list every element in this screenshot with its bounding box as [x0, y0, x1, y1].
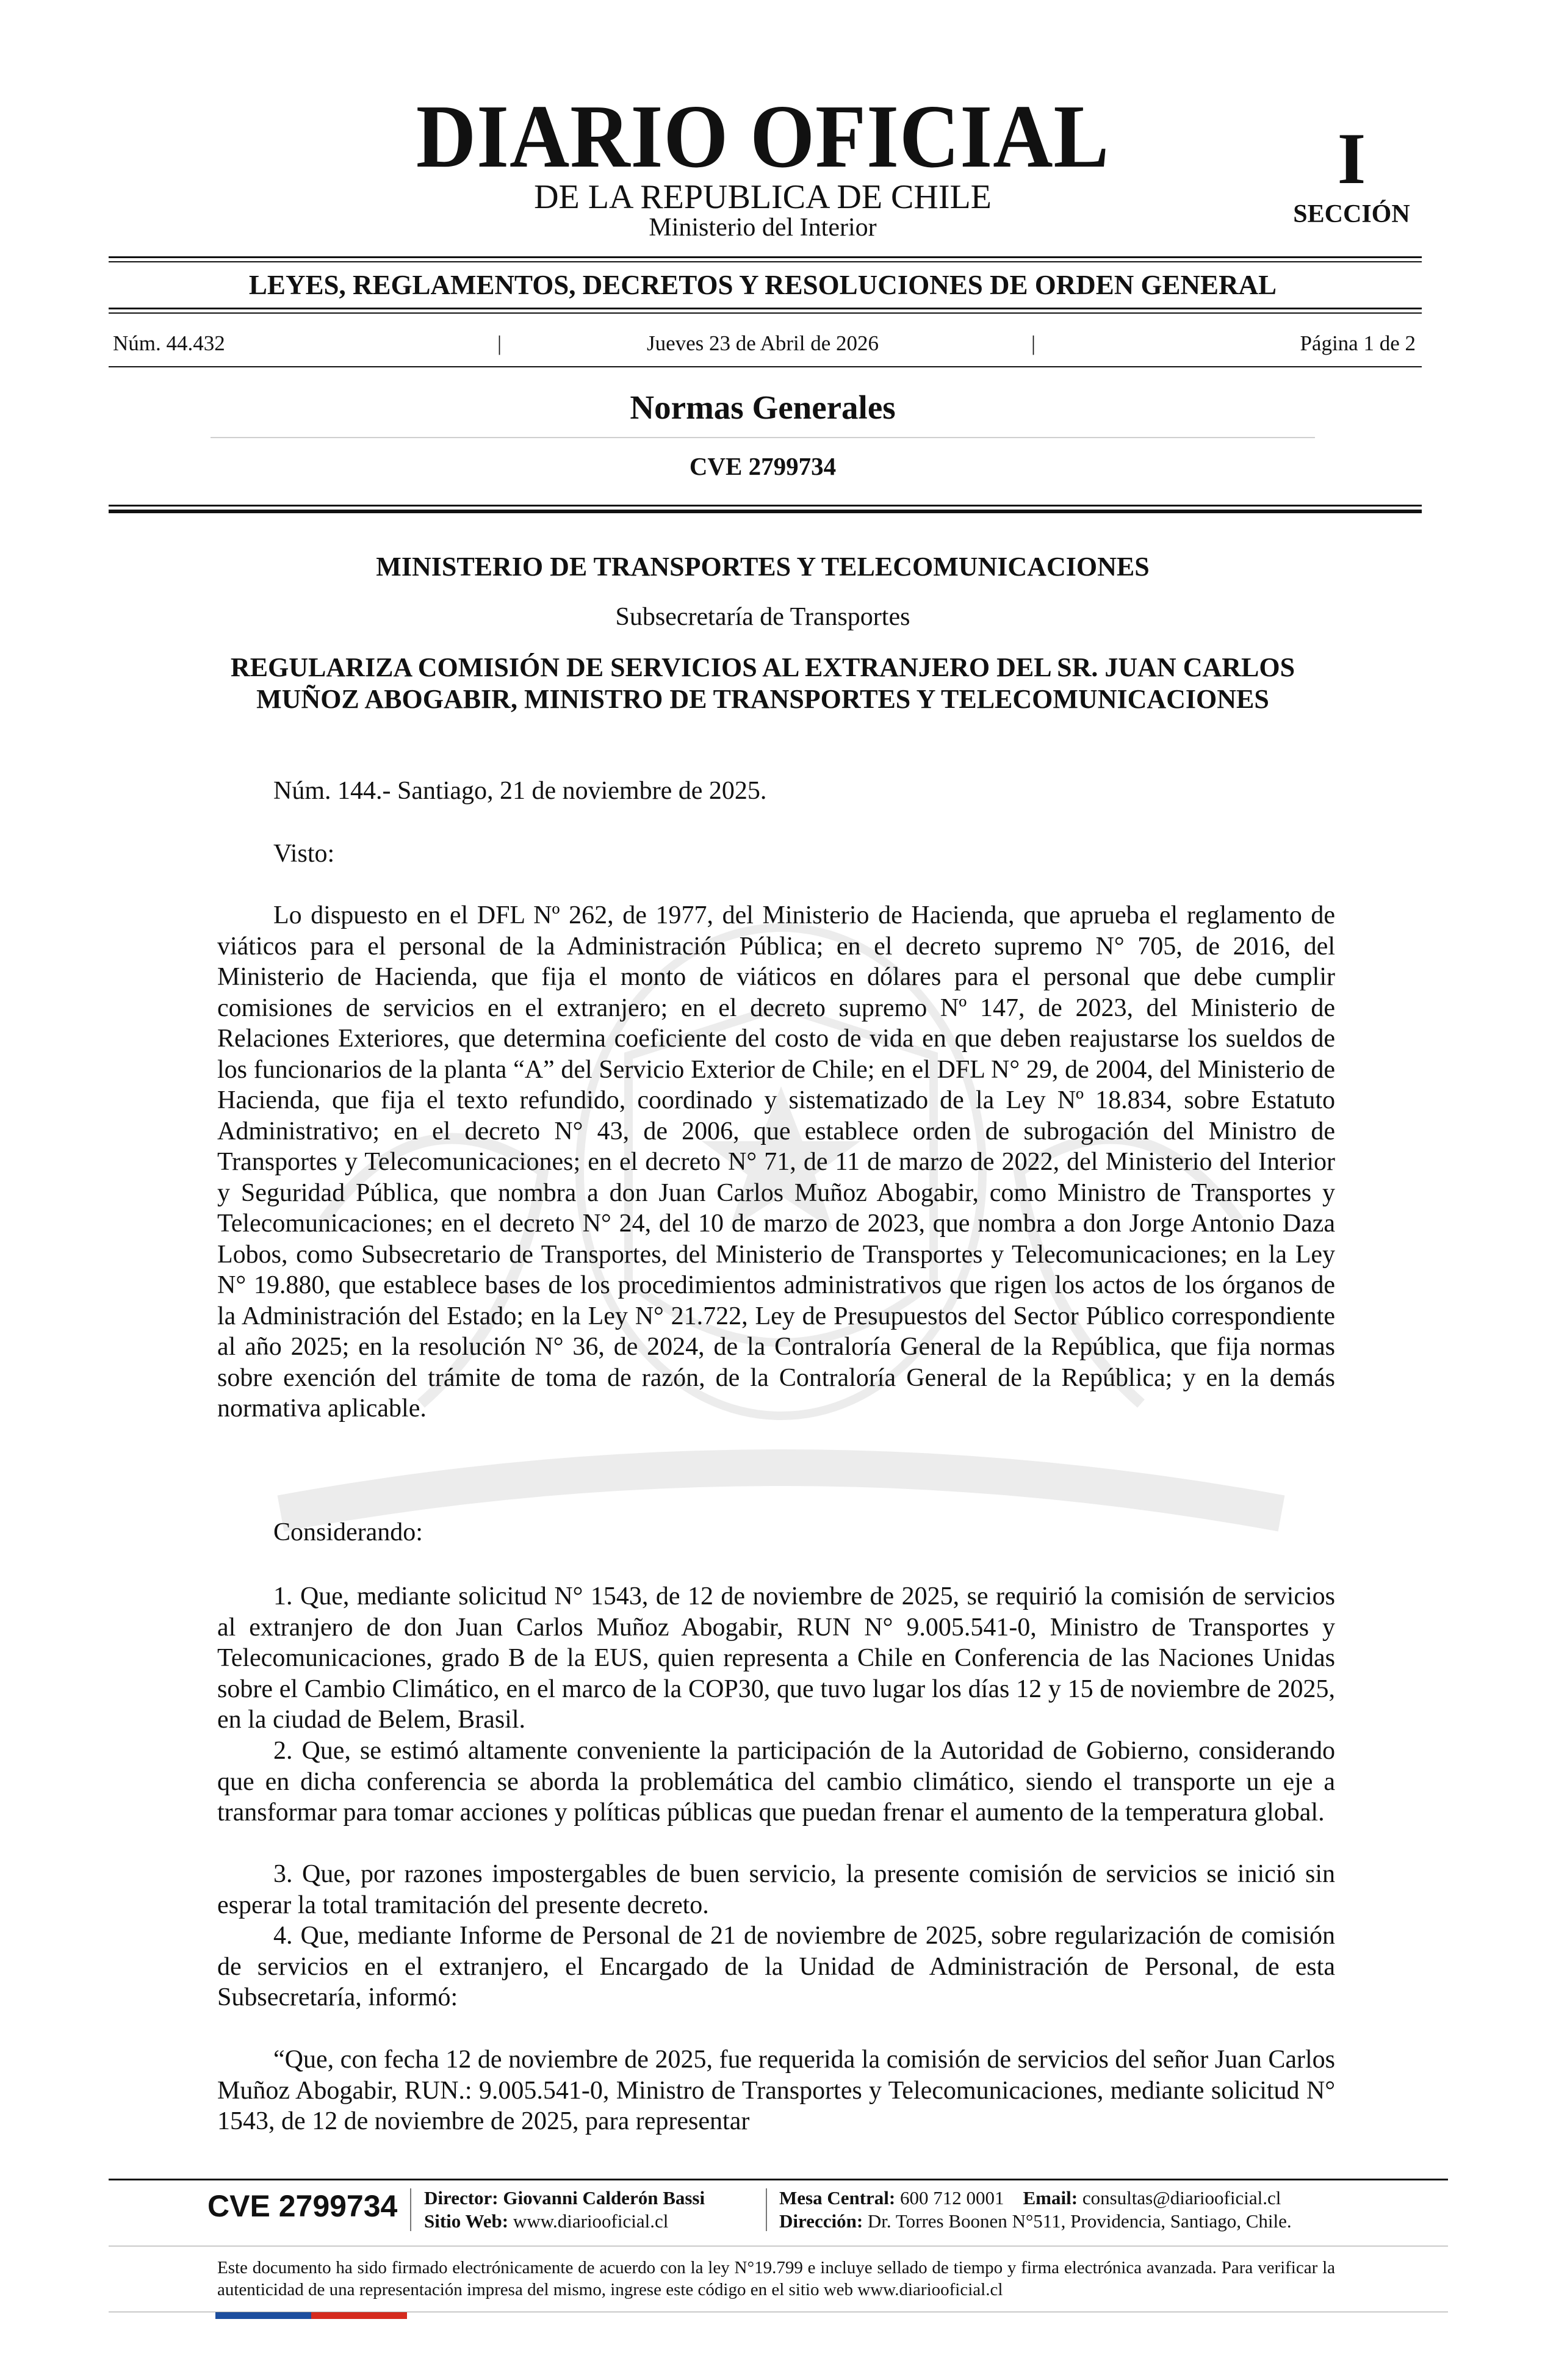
visto-label: Visto: — [273, 840, 335, 868]
decree-number-line: Núm. 144.- Santiago, 21 de noviembre de 2025. — [273, 777, 767, 805]
header-rule-mid — [109, 308, 1422, 309]
considerando-label: Considerando: — [273, 1518, 423, 1546]
header-rule-top-2 — [109, 261, 1422, 262]
website-link[interactable]: www.diariooficial.cl — [513, 2210, 669, 2232]
email-label: Email: — [1023, 2187, 1078, 2209]
motto-text: POR LA RAZÓN O LA FUERZA — [511, 1491, 1051, 1534]
considerando-item: 2. Que, se estimó altamente conveniente la participación de la Autoridad de Gobierno, considerando que en dicha conferencia se aborda la problemática del cambio climático, siendo el transporte un eje a transformar para tomar acciones y políticas públicas que puedan frenar el aumento de la temperatura global. — [217, 1737, 1335, 1826]
category-banner: LEYES, REGLAMENTOS, DECRETOS Y RESOLUCIONES DE ORDEN GENERAL — [248, 270, 1277, 300]
footer-divider-2 — [766, 2188, 767, 2231]
issue-number: Núm. 44.432 — [113, 331, 225, 355]
footer-signature-note: Este documento ha sido firmado electrónicamente de acuerdo con la ley N°19.799 e incluye sellado de tiempo y firma electrónica avanzada. Para verificar la autenticidad de una representación impresa del mismo, ingrese este código en el sitio web www.diariooficial.cl — [217, 2258, 1335, 2299]
considerando-item: 1. Que, mediante solicitud N° 1543, de 12 de noviembre de 2025, se requirió la comisión de servicios al extranjero de don Juan Carlos Muñoz Abogabir, RUN N° 9.005.541-0, Ministro de Transportes y Telecomunicaciones, grado B de la EUS, quien representa a Chile en Conferencia de las Naciones Unidas sobre el Cambio Climático, en el marco de la COP30, que tuvo lugar los días 12 y 15 de noviembre de 2025, en la ciudad de Belem, Brasil. — [217, 1582, 1335, 1734]
section-label: SECCIÓN — [1293, 200, 1410, 228]
considerando-item: 3. Que, por razones impostergables de buen servicio, la presente comisión de servicios se inició sin esperar la total tramitación del presente decreto. — [217, 1860, 1335, 1919]
director-label: Director: — [424, 2187, 499, 2209]
website-label: Sitio Web: — [424, 2210, 509, 2232]
subsecretaria: Subsecretaría de Transportes — [615, 603, 910, 631]
considerando-item: 4. Que, mediante Informe de Personal de 21 de noviembre de 2025, sobre regularización de comisión de servicios en el extranjero, el Encargado de la Unidad de Administración de Personal, de esta Subsecretaría, informó: — [217, 1922, 1335, 2011]
quote-paragraph: “Que, con fecha 12 de noviembre de 2025, fue requerida la comisión de servicios del señor Juan Carlos Muñoz Abogabir, RUN.: 9.005.541-0, Ministro de Transportes y Telecomunicaciones, mediante solicitud N° 1543, de 12 de noviembre de 2025, para representar — [217, 2046, 1335, 2135]
visto-paragraph: Lo dispuesto en el DFL Nº 262, de 1977, del Ministerio de Hacienda, que aprueba el reglamento de viáticos para el personal de la Administración Pública; en el decreto supremo N° 705, de 2016, del Ministerio de Hacienda, que fija el monto de viáticos en dólares para el personal que debe cumplir comisiones de servicios en el extranjero; en el decreto supremo Nº 147, de 2023, del Ministerio de Relaciones Exteriores, que determina coeficiente del costo de vida en que deben reajustarse los sueldos de los funcionarios de la planta “A” del Servicio Exterior de Chile; en el DFL N° 29, de 2004, del Ministerio de Hacienda, que fija el texto refundido, coordinado y sistematizado de la Ley Nº 18.834, sobre Estatuto Administrativo; en el decreto N° 43, de 2006, que establece orden de subrogación del Ministro de Transportes y Telecomunicaciones; en el decreto N° 71, de 11 de marzo de 2022, del Ministerio del Interior y Seguridad Pública, que nombra a don Juan Carlos Muñoz Abogabir, como Ministro de Transportes y Telecomunicaciones; en el decreto N° 24, del 10 de marzo de 2023, que nombra a don Jorge Antonio Daza Lobos, como Subsecretario de Transportes, del Ministerio de Transportes y Telecomunicaciones; en la Ley N° 19.880, que establece bases de los procedimientos administrativos que rigen los actos de los órganos de la Administración del Estado; en la Ley N° 21.722, Ley de Presupuestos del Sector Público correspondiente al año 2025; en la resolución N° 36, de 2024, de la Contraloría General de la República, que fija normas sobre exención del trámite de toma de razón, de la Contraloría General de la República; y en la demás normativa aplicable. — [217, 901, 1335, 1423]
info-separator-2: | — [1031, 331, 1036, 355]
cve-code: CVE 2799734 — [689, 452, 837, 480]
footer-cve: CVE 2799734 — [207, 2189, 398, 2223]
info-rule — [109, 366, 1422, 367]
phone-label: Mesa Central: — [779, 2187, 896, 2209]
address-text: Dr. Torres Boonen N°511, Providencia, Santiago, Chile. — [867, 2210, 1292, 2232]
address-label: Dirección: — [779, 2210, 863, 2232]
header-rule-top — [109, 256, 1422, 258]
document-title: REGULARIZA COMISIÓN DE SERVICIOS AL EXTRANJERO DEL SR. JUAN CARLOS MUÑOZ ABOGABIR, MINISTRO DE TRANSPORTES Y TELECOMUNICACIONES — [230, 652, 1295, 714]
flag-stripe-blue — [215, 2312, 311, 2319]
footer-contact-block — [779, 2187, 1438, 2233]
flag-stripe-red — [311, 2312, 407, 2319]
section-title-rule — [211, 437, 1315, 438]
masthead-title: DIARIO OFICIAL — [416, 87, 1110, 187]
issue-date: Jueves 23 de Abril de 2026 — [646, 331, 879, 355]
masthead-subtitle: DE LA REPUBLICA DE CHILE — [534, 178, 992, 216]
email-link[interactable]: consultas@diariooficial.cl — [1082, 2187, 1281, 2209]
header-rule-bottom-2 — [109, 510, 1422, 513]
page-indicator: Página 1 de 2 — [1300, 331, 1416, 355]
phone-number: 600 712 0001 — [900, 2187, 1004, 2209]
director-name: Giovanni Calderón Bassi — [503, 2187, 705, 2209]
section-number: I — [1337, 118, 1366, 199]
issuing-ministry: MINISTERIO DE TRANSPORTES Y TELECOMUNICACIONES — [376, 552, 1150, 582]
masthead-ministry: Ministerio del Interior — [649, 214, 877, 242]
header-rule-bottom — [109, 505, 1422, 507]
header-rule-mid-2 — [109, 312, 1422, 314]
footer-divider-1 — [410, 2188, 411, 2231]
footer-director-block — [424, 2187, 784, 2233]
footer-rule-top — [109, 2179, 1448, 2180]
info-separator-1: | — [497, 331, 502, 355]
section-title: Normas Generales — [630, 389, 896, 426]
